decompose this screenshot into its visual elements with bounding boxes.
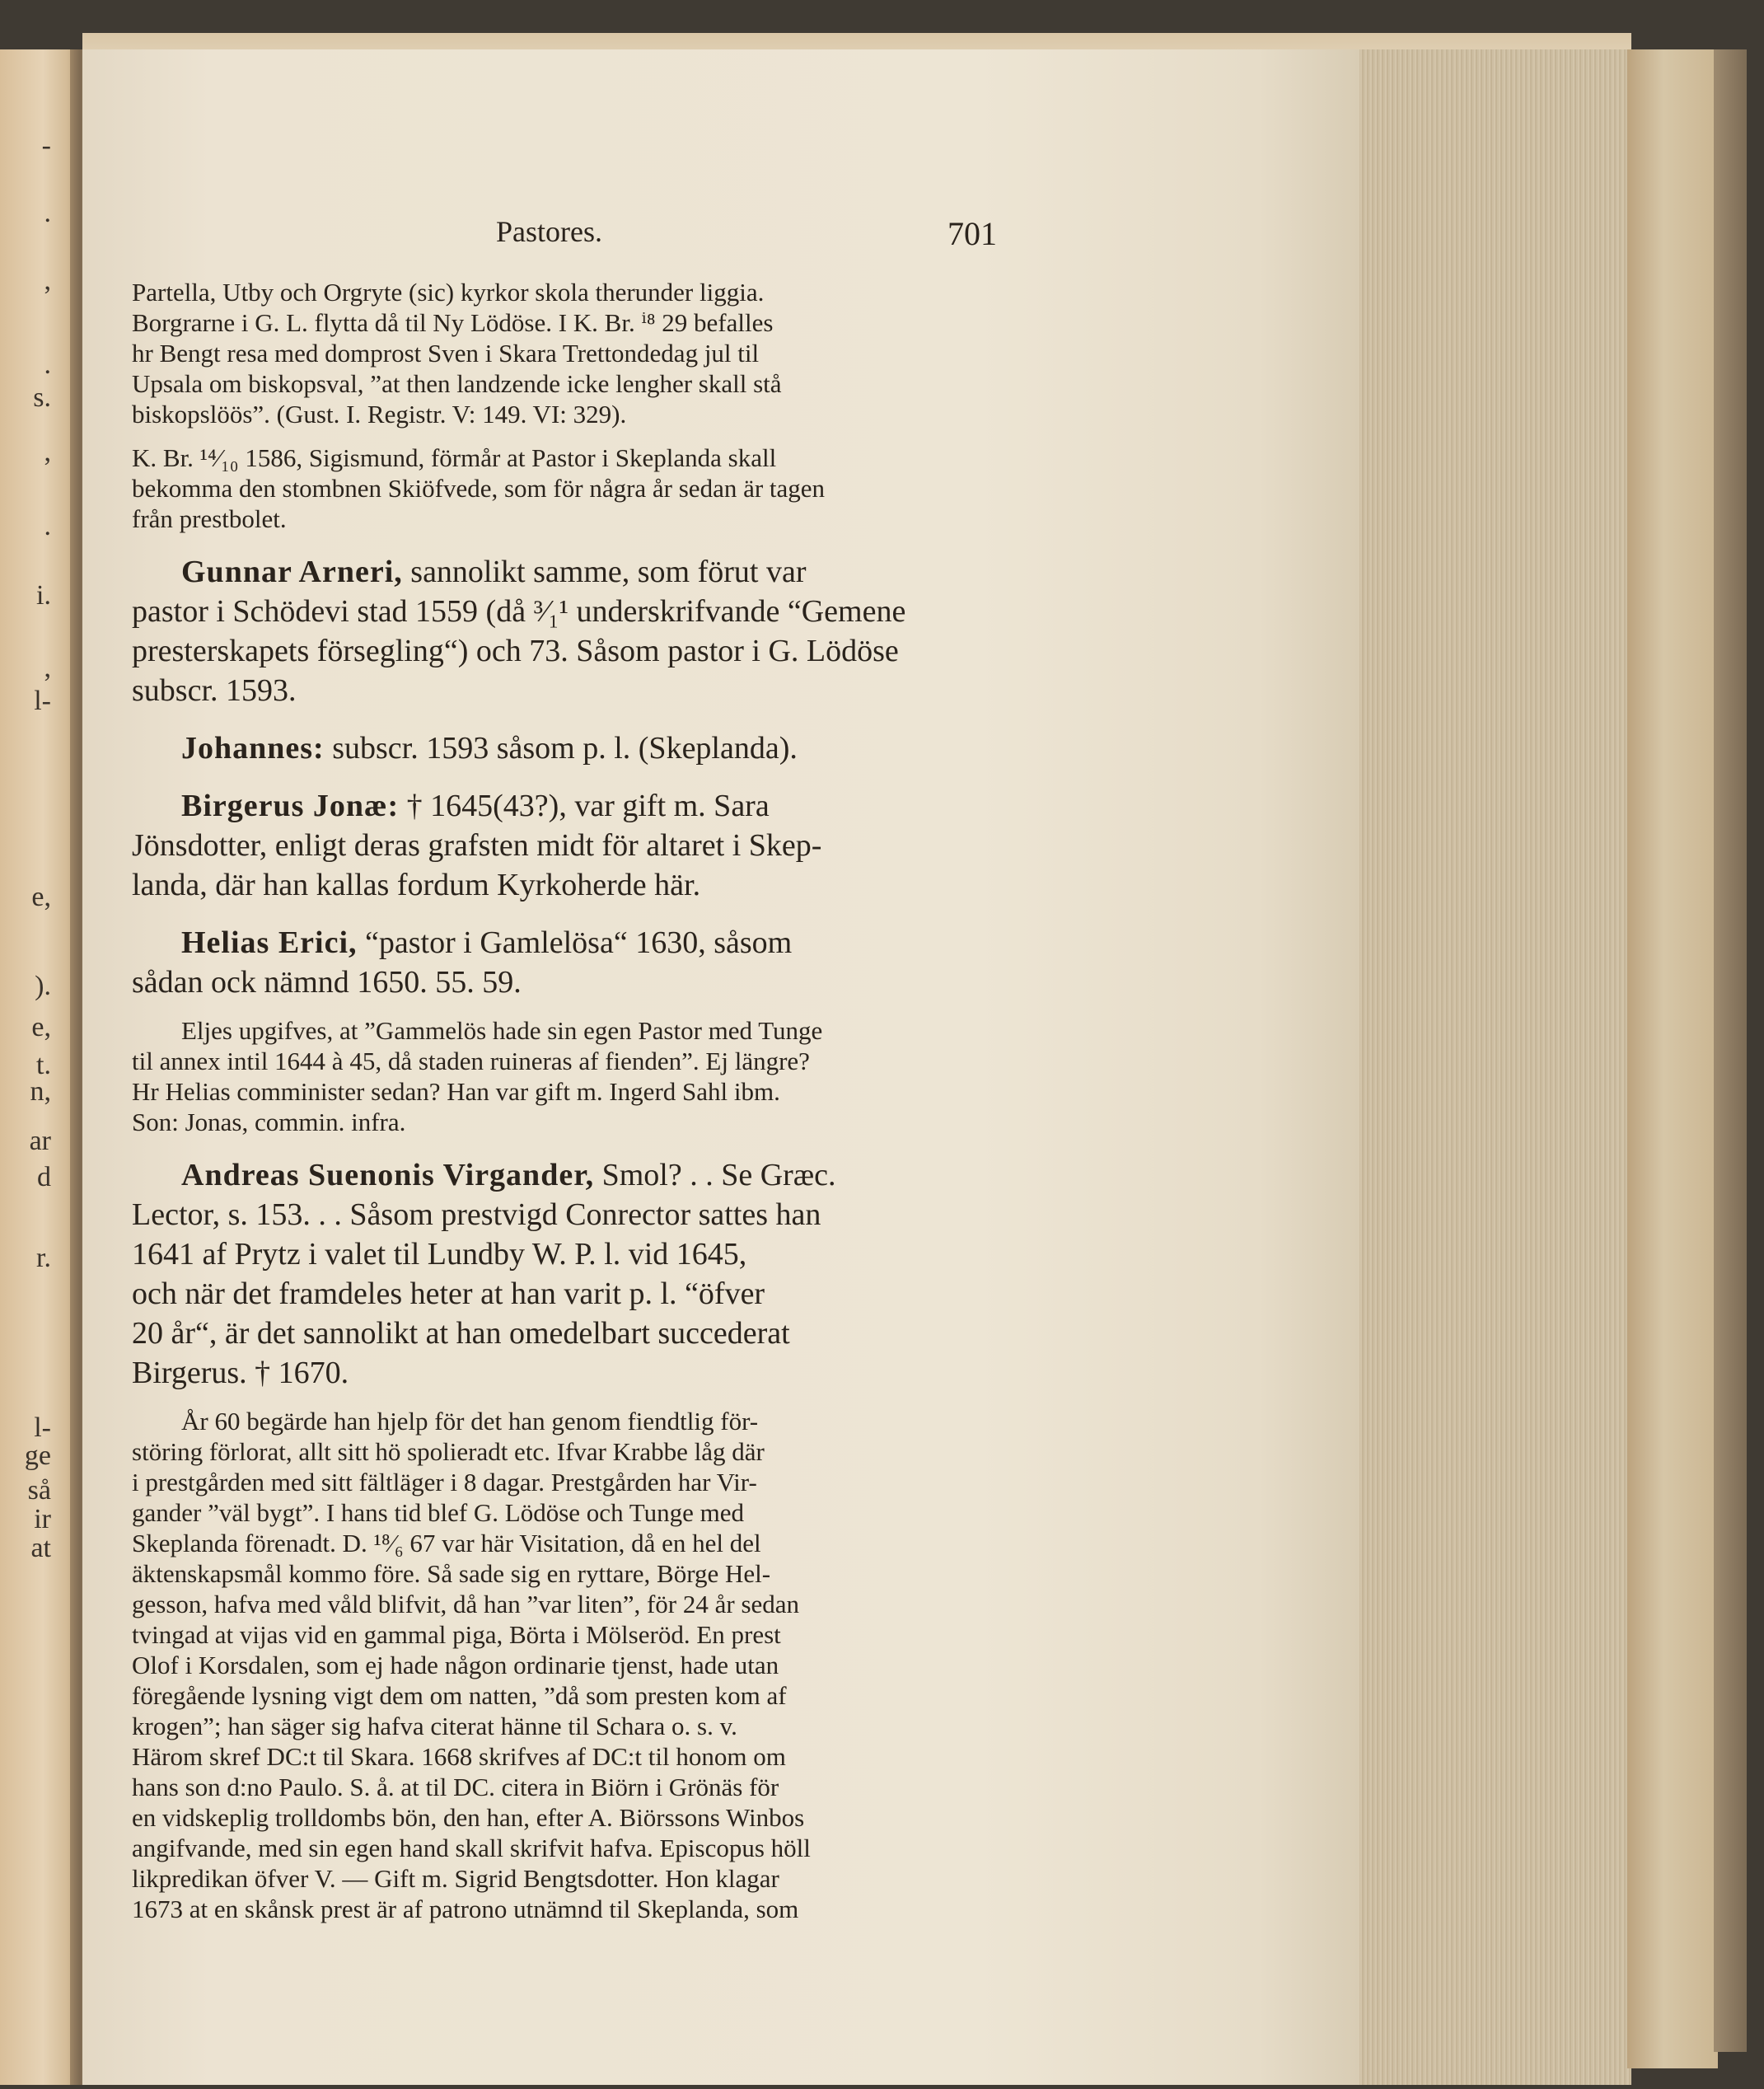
left-page-fragment: ar	[29, 1126, 51, 1156]
text-line: gander ”väl bygt”. I hans tid blef G. Lödöse och Tunge med	[132, 1498, 744, 1527]
left-page-fragment: ,	[44, 265, 51, 296]
text-line: Eljes upgifves, at ”Gammelös hade sin egen Pastor med Tunge	[181, 1016, 823, 1045]
page-number: 701	[948, 215, 997, 252]
entry-name: Birgerus Jonæ:	[181, 789, 400, 823]
text-line: krogen”; han säger sig hafva citerat hänne til Schara o. s. v.	[132, 1712, 737, 1740]
running-head: Pastores.	[496, 215, 602, 248]
left-page-fragment: t.	[36, 1050, 51, 1080]
left-page-fragment: e,	[31, 1012, 51, 1042]
left-page-fragment: s.	[33, 382, 51, 413]
left-page-fragment: -	[41, 130, 51, 161]
text-line: i prestgården med sitt fältläger i 8 dagar. Prestgården har Vir-	[132, 1468, 757, 1496]
text-line: Partella, Utby och Orgryte (sic) kyrkor skola therunder liggia.	[132, 278, 765, 307]
line-text: Smol? . . Se Græc.	[594, 1158, 836, 1192]
entry-name: Helias Erici,	[181, 925, 358, 960]
text-line: År 60 begärde han hjelp för det han genom fiendtlig för-	[181, 1407, 759, 1436]
text-line: 20 år“, är det sannolikt at han omedelbart succederat	[132, 1316, 790, 1351]
text-line: Härom skref DC:t til Skara. 1668 skrifves af DC:t til honom om	[132, 1742, 786, 1771]
text-line: Lector, s. 153. . . Såsom prestvigd Conrector sattes han	[132, 1197, 821, 1232]
left-page-fragment: .	[44, 511, 51, 541]
left-page-fragment: så	[27, 1475, 51, 1506]
text-line: sådan ock nämnd 1650. 55. 59.	[132, 965, 522, 1000]
note-paragraph	[132, 1406, 997, 1924]
line-text: subscr. 1593 såsom p. l. (Skeplanda).	[324, 731, 798, 766]
left-page-fragment: e,	[31, 882, 51, 912]
text-line: angifvande, med sin egen hand skall skrifvit hafva. Episcopus höll	[132, 1834, 811, 1862]
left-page-fragment: d	[37, 1162, 51, 1192]
text-line: äktenskapsmål kommo före. Så sade sig en ryttare, Börge Hel-	[132, 1559, 771, 1588]
left-page-fragment: l-	[34, 1412, 51, 1443]
text-line: bekomma den stombnen Skiöfvede, som för några år sedan är tagen	[132, 474, 826, 503]
biography-entry	[132, 786, 997, 905]
text-line: Son: Jonas, commin. infra.	[132, 1108, 406, 1136]
text-line: Jönsdotter, enligt deras grafsten midt för altaret i Skep-	[132, 828, 822, 863]
biography-entry	[132, 552, 997, 710]
left-page-edge	[0, 49, 78, 2085]
text-line: 1641 af Prytz i valet til Lundby W. P. l. vid 1645,	[132, 1237, 747, 1272]
text-line: 1673 at en skånsk prest är af patrono utnämnd til Skeplanda, som	[132, 1895, 799, 1923]
text-line: pastor i Schödevi stad 1559 (då ³⁄₁¹ underskrifvande “Gemene	[132, 594, 906, 629]
page-body	[132, 277, 997, 1924]
text-line	[132, 728, 997, 768]
text-block	[132, 190, 997, 1924]
left-page-fragment: ir	[34, 1504, 51, 1534]
text-line: hr Bengt resa med domprost Sven i Skara Trettondedag jul til	[132, 339, 760, 368]
text-line: och när det framdeles heter at han varit p. l. “öfver	[132, 1276, 765, 1311]
text-line: subscr. 1593.	[132, 673, 297, 708]
line-text: † 1645(43?), var gift m. Sara	[399, 789, 770, 823]
left-page-fragment: ge	[24, 1440, 51, 1471]
left-page-fragment: i.	[36, 580, 51, 611]
left-page-fragment: .	[44, 198, 51, 228]
left-page-fragment: r.	[36, 1243, 51, 1273]
text-line	[132, 1155, 997, 1195]
biography-entry	[132, 728, 997, 768]
text-line: föregående lysning vigt dem om natten, ”då som presten kom af	[132, 1681, 787, 1710]
text-line: tvingad at vijas vid en gammal piga, Börta i Mölseröd. En prest	[132, 1620, 781, 1649]
text-line	[132, 786, 997, 826]
text-line: likpredikan öfver V. — Gift m. Sigrid Bengtsdotter. Hon klagar	[132, 1864, 779, 1893]
note-paragraph	[132, 277, 997, 429]
biography-entry	[132, 1155, 997, 1393]
line-text: sannolikt samme, som förut var	[402, 555, 807, 589]
text-line: biskopslöös”. (Gust. I. Registr. V: 149. VI: 329).	[132, 400, 627, 429]
back-cover	[1627, 49, 1718, 2068]
left-page-fragment: at	[30, 1533, 51, 1563]
left-page-fragment: ,	[44, 437, 51, 467]
left-page-fragment: n,	[30, 1076, 51, 1107]
note-paragraph	[132, 1015, 997, 1137]
text-line: K. Br. ¹⁴⁄₁₀ 1586, Sigismund, förmår at Pastor i Skeplanda skall	[132, 443, 777, 472]
text-line: en vidskeplig trolldombs bön, den han, efter A. Biörssons Winbos	[132, 1803, 805, 1832]
left-page-fragment: l-	[34, 686, 51, 716]
text-line: Borgrarne i G. L. flytta då til Ny Lödöse. I K. Br. ⁱ⁸ 29 befalles	[132, 308, 774, 337]
text-line: presterskapets försegling“) och 73. Såsom pastor i G. Lödöse	[132, 634, 899, 668]
text-line: hans son d:no Paulo. S. å. at til DC. citera in Biörn i Grönäs för	[132, 1773, 779, 1801]
text-line: Olof i Korsdalen, som ej hade någon ordinarie tjenst, hade utan	[132, 1651, 779, 1679]
left-page-fragment: .	[44, 349, 51, 380]
line-text: “pastor i Gamlelösa“ 1630, såsom	[357, 925, 793, 960]
text-line: störing förlorat, allt sitt hö spolieradt etc. Ifvar Krabbe låg där	[132, 1437, 765, 1466]
entry-name: Gunnar Arneri,	[181, 555, 403, 589]
text-line: från prestbolet.	[132, 504, 287, 533]
left-page-fragment: ,	[44, 653, 51, 683]
text-line: Birgerus. † 1670.	[132, 1356, 349, 1390]
page-block-edge	[1359, 49, 1631, 2085]
left-page-fragment: ).	[35, 971, 51, 1001]
page-header	[132, 190, 997, 264]
text-line	[132, 923, 997, 963]
text-line	[132, 552, 997, 592]
note-paragraph	[132, 443, 997, 534]
text-line: Skeplanda förenadt. D. ¹⁸⁄₆ 67 var här Visitation, då en hel del	[132, 1529, 761, 1557]
entry-name: Andreas Suenonis Virgander,	[181, 1158, 595, 1192]
biography-entry	[132, 923, 997, 1002]
text-line: gesson, hafva med våld blifvit, då han ”var liten”, för 24 år sedan	[132, 1590, 800, 1618]
text-line: til annex intil 1644 à 45, då staden ruineras af fienden”. Ej längre?	[132, 1047, 810, 1075]
text-line: landa, där han kallas fordum Kyrkoherde här.	[132, 868, 701, 902]
entry-name: Johannes:	[181, 731, 325, 766]
text-line: Hr Helias comminister sedan? Han var gift m. Ingerd Sahl ibm.	[132, 1077, 780, 1106]
cover-spine-edge	[1714, 49, 1747, 2052]
text-line: Upsala om biskopsval, ”at then landzende icke lengher skall stå	[132, 369, 782, 398]
